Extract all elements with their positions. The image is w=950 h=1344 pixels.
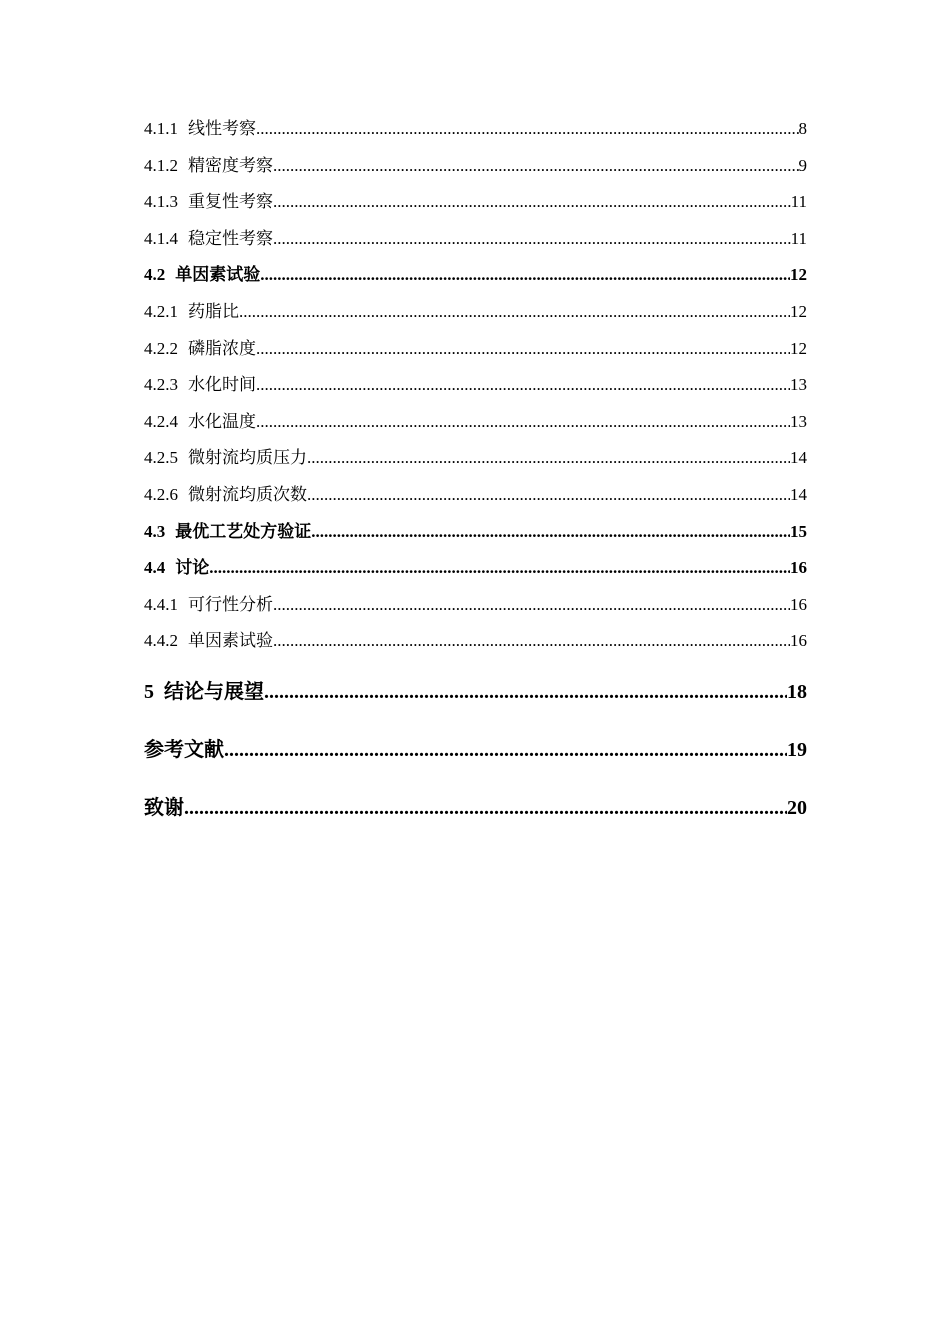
toc-entry-number: 4.2.5 xyxy=(144,448,178,468)
toc-entry-number: 4.4.2 xyxy=(144,631,178,651)
toc-entry-title: 单因素试验 xyxy=(175,265,261,285)
toc-entry-title: 重复性考察 xyxy=(188,192,273,212)
toc-entry-4-4-1[interactable] xyxy=(144,587,807,624)
toc-entry-page: 16 xyxy=(790,558,807,578)
toc-entry-4-2[interactable] xyxy=(144,257,807,294)
toc-entry-title: 稳定性考察 xyxy=(188,228,273,248)
toc-entry-number: 5 xyxy=(144,680,154,703)
toc-entry-title: 结论与展望 xyxy=(164,680,264,703)
toc-entry-references[interactable] xyxy=(144,732,807,768)
table-of-contents xyxy=(144,111,807,826)
toc-entry-number: 4.1.1 xyxy=(144,119,178,138)
toc-entry-page: 12 xyxy=(790,338,807,358)
dot-leader xyxy=(256,404,790,441)
toc-entry-page: 19 xyxy=(787,738,807,761)
toc-entry-title: 讨论 xyxy=(175,558,210,578)
toc-entry-page: 14 xyxy=(790,448,807,468)
dot-leader xyxy=(184,790,787,826)
dot-leader xyxy=(307,477,790,514)
toc-entry-number: 4.1.4 xyxy=(144,228,178,248)
toc-entry-number: 4.2.4 xyxy=(144,411,178,431)
toc-entry-page: 16 xyxy=(790,631,807,651)
toc-entry-title: 磷脂浓度 xyxy=(188,338,256,358)
dot-leader xyxy=(209,550,790,587)
toc-entry-4-2-1[interactable] xyxy=(144,294,807,331)
toc-entry-4-2-3[interactable] xyxy=(144,367,807,404)
dot-leader xyxy=(256,367,790,404)
toc-entry-page: 20 xyxy=(787,796,807,819)
toc-entry-title: 单因素试验 xyxy=(188,631,273,651)
dot-leader xyxy=(239,294,790,331)
toc-entry-4-3[interactable] xyxy=(144,514,807,551)
toc-entry-4-1-2[interactable] xyxy=(144,148,807,185)
toc-entry-number: 4.2.1 xyxy=(144,301,178,321)
toc-entry-4-4[interactable] xyxy=(144,550,807,587)
toc-entry-number: 4.2.6 xyxy=(144,484,178,504)
dot-leader xyxy=(224,732,787,768)
toc-entry-number: 4.1.3 xyxy=(144,192,178,212)
toc-entry-title: 微射流均质次数 xyxy=(188,484,307,504)
toc-entry-page: 11 xyxy=(790,228,807,248)
toc-entry-4-4-2[interactable] xyxy=(144,623,807,660)
toc-entry-page: 12 xyxy=(790,301,807,321)
toc-entry-number: 4.2 xyxy=(144,265,166,285)
dot-leader xyxy=(273,623,790,660)
toc-entry-title: 精密度考察 xyxy=(188,155,273,175)
toc-entry-4-2-6[interactable] xyxy=(144,477,807,514)
toc-entry-page: 16 xyxy=(790,594,807,614)
toc-entry-4-2-2[interactable] xyxy=(144,331,807,368)
toc-entry-page: 14 xyxy=(790,484,807,504)
toc-entry-page: 13 xyxy=(790,411,807,431)
toc-entry-title: 水化时间 xyxy=(188,375,256,395)
toc-entry-4-2-4[interactable] xyxy=(144,404,807,441)
dot-leader xyxy=(260,257,790,294)
toc-entry-title: 药脂比 xyxy=(188,301,239,321)
toc-entry-acknowledgements[interactable] xyxy=(144,790,807,826)
dot-leader xyxy=(273,587,790,624)
dot-leader xyxy=(273,148,799,185)
dot-leader xyxy=(311,514,790,551)
dot-leader xyxy=(273,221,791,258)
toc-entry-number: 4.2.2 xyxy=(144,338,178,358)
toc-entry-page: 13 xyxy=(790,375,807,395)
toc-entry-title: 线性考察 xyxy=(188,119,256,138)
toc-entry-number: 4.1.2 xyxy=(144,155,178,175)
dot-leader xyxy=(273,184,791,221)
toc-entry-title: 微射流均质压力 xyxy=(188,448,307,468)
toc-entry-page: 12 xyxy=(790,265,807,285)
toc-entry-4-1-1[interactable] xyxy=(144,111,807,148)
toc-entry-page: 9 xyxy=(798,155,807,175)
toc-entry-number: 4.4.1 xyxy=(144,594,178,614)
toc-entry-title: 水化温度 xyxy=(188,411,256,431)
toc-entry-title: 可行性分析 xyxy=(188,594,273,614)
toc-entry-page: 18 xyxy=(787,680,807,703)
toc-entry-5[interactable] xyxy=(144,674,807,710)
toc-entry-page: 11 xyxy=(790,192,807,212)
toc-entry-page: 15 xyxy=(790,521,807,541)
toc-entry-number: 4.4 xyxy=(144,558,166,578)
toc-entry-4-1-3[interactable] xyxy=(144,184,807,221)
dot-leader xyxy=(264,674,787,710)
dot-leader xyxy=(256,111,799,148)
toc-entry-page: 8 xyxy=(798,119,807,138)
toc-entry-title: 最优工艺处方验证 xyxy=(175,521,312,541)
toc-entry-title: 参考文献 xyxy=(144,738,224,761)
dot-leader xyxy=(256,331,790,368)
toc-entry-4-2-5[interactable] xyxy=(144,440,807,477)
toc-entry-number: 4.2.3 xyxy=(144,375,178,395)
toc-entry-title: 致谢 xyxy=(144,796,184,819)
toc-entry-4-1-4[interactable] xyxy=(144,221,807,258)
dot-leader xyxy=(307,440,790,477)
toc-entry-number: 4.3 xyxy=(144,521,166,541)
